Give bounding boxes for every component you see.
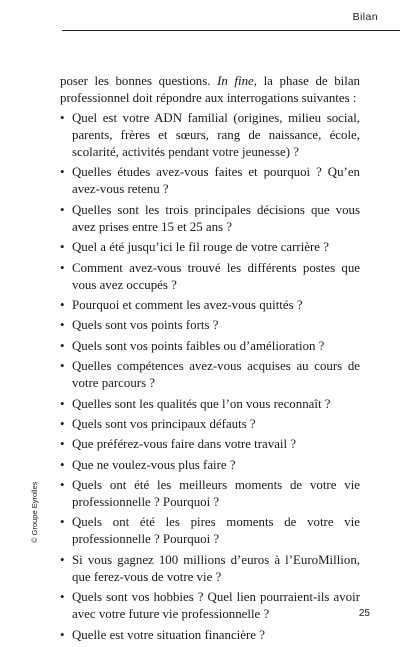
question-item: • Quels sont vos points faibles ou d’amélioration ? <box>60 338 360 355</box>
question-item: • Si vous gagnez 100 millions d’euros à l’EuroMillion, que ferez-vous de votre vie ? <box>60 552 360 586</box>
question-item: • Quels sont vos points forts ? <box>60 317 360 334</box>
question-item: • Quelles études avez-vous faites et pourquoi ? Qu’en avez-vous retenu ? <box>60 164 360 198</box>
question-item: • Quel a été jusqu’ici le fil rouge de votre carrière ? <box>60 239 360 256</box>
question-item: • Comment avez-vous trouvé les différents postes que vous avez occupés ? <box>60 260 360 294</box>
intro-text-start: poser les bonnes questions. <box>60 74 218 88</box>
question-item: • Quels sont vos principaux défauts ? <box>60 416 360 433</box>
question-item: • Quels sont vos hobbies ? Quel lien pourraient-ils avoir avec votre future vie professionnelle ? <box>60 589 360 623</box>
question-item: • Quelles sont les qualités que l’on vous reconnaît ? <box>60 396 360 413</box>
copyright-notice: © Groupe Eyrolles <box>30 481 39 543</box>
question-item: • Quelle est votre situation financière ? <box>60 627 360 644</box>
question-item: • Quels ont été les pires moments de votre vie professionnelle ? Pourquoi ? <box>60 514 360 548</box>
question-item: • Que préférez-vous faire dans votre travail ? <box>60 436 360 453</box>
question-item: • Quel est votre ADN familial (origines, milieu social, parents, frères et sœurs, rang de naissance, école, scolarité, activités pendant votre jeunesse) ? <box>60 110 360 161</box>
question-item: • Pourquoi et comment les avez-vous quittés ? <box>60 297 360 314</box>
intro-paragraph <box>60 73 360 107</box>
header-rule <box>62 30 400 31</box>
question-item: • Quelles compétences avez-vous acquises au cours de votre parcours ? <box>60 358 360 392</box>
page-number: 25 <box>358 608 370 619</box>
page-body <box>60 73 360 647</box>
question-item: • Quels ont été les meilleurs moments de votre vie professionnelle ? Pourquoi ? <box>60 477 360 511</box>
question-list <box>60 110 360 644</box>
intro-text-end: , la phase de bilan professionnel doit répondre aux interrogations suivantes : <box>60 74 360 105</box>
running-head: Bilan <box>352 11 378 23</box>
intro-emphasis: In fine <box>217 74 254 88</box>
question-item: • Que ne voulez-vous plus faire ? <box>60 457 360 474</box>
question-item: • Quelles sont les trois principales décisions que vous avez prises entre 15 et 25 ans ? <box>60 202 360 236</box>
